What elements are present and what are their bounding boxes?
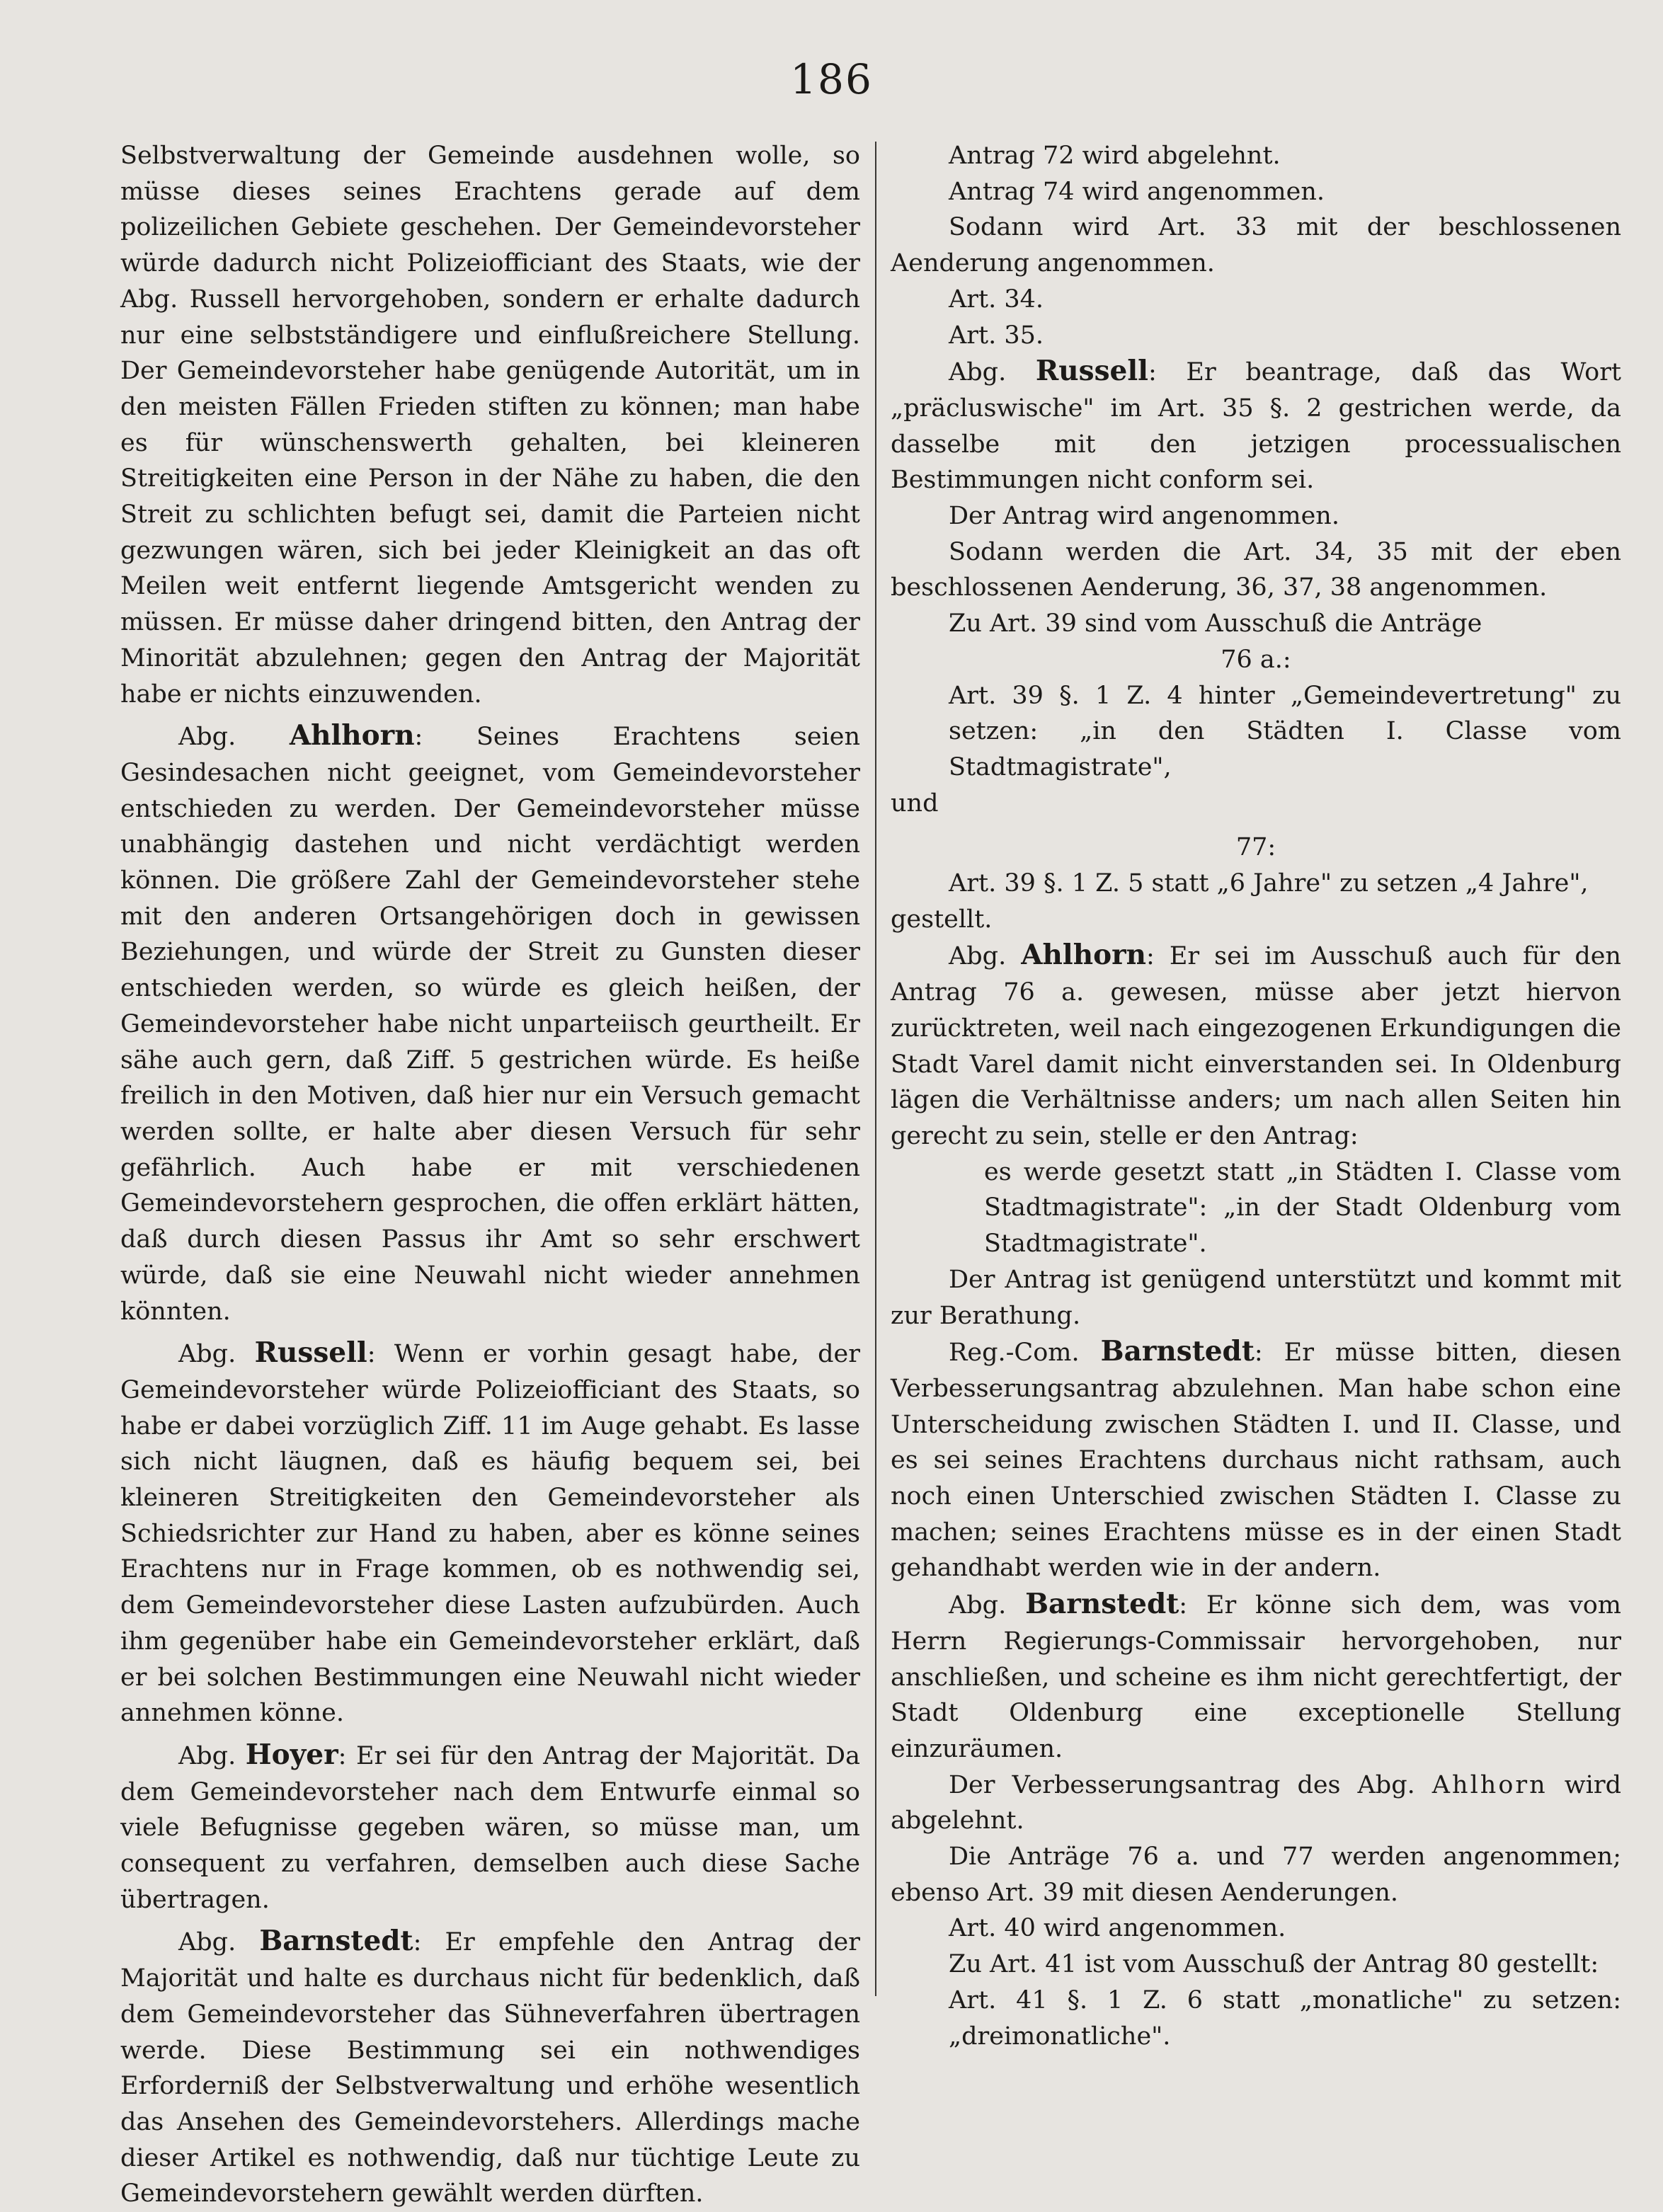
speaker-prefix: Abg.: [178, 1928, 236, 1957]
line: Sodann werden die Art. 34, 35 mit der eben beschlossenen Aenderung, 36, 37, 38 angenommen.: [891, 537, 1621, 602]
speech-text: : Seines Erachtens seien Gesindesachen nicht geeignet, vom Gemeindevorsteher entschieden zu werden. Der Gemeindevorsteher müsse unabhängig dastehen und nicht verdächtigt werden können. Die größere Zahl der Gemeindevorsteher stehe mit den anderen Ortsangehörigen doch in gewissen Beziehungen, und würde der Streit zu Gunsten dieser entschieden werden, so würde es gleich heißen, der Gemeindevorsteher habe nicht unparteiisch geurtheilt. Er sähe auch gern, daß Ziff. 5 gestrichen würde. Es heiße freilich in den Motiven, daß hier nur ein Versuch gemacht werden sollte, er halte aber diesen Versuch für sehr gefährlich. Auch habe er mit verschiedenen Gemeindevorstehern gesprochen, die offen erklärt hätten, daß durch diesen Passus ihr Amt so sehr erschwert würde, daß sie eine Neuwahl nicht wieder annehmen könnten.: [120, 723, 860, 1326]
speaker-prefix: Abg.: [178, 723, 236, 752]
line-part: Der Verbesserungsantrag des Abg.: [949, 1770, 1415, 1799]
speaker-prefix: Abg.: [949, 1591, 1007, 1620]
line: gestellt.: [891, 905, 993, 934]
speaker-prefix: Abg.: [178, 1340, 236, 1369]
line: Antrag 74 wird angenommen.: [949, 177, 1325, 206]
motion-label-76a: 76 a.:: [1221, 645, 1291, 674]
speaker-name: Barnstedt: [259, 1925, 413, 1958]
speech-ahlhorn: [120, 718, 860, 1329]
line: Sodann wird Art. 33 mit der beschlossenen Aenderung angenommen.: [891, 213, 1621, 278]
speech-ahlhorn: [891, 937, 1621, 1154]
left-column: [120, 138, 860, 2212]
speech-text: : Er müsse bitten, diesen Verbesserungsantrag abzulehnen. Man habe schon eine Unterscheidung zwischen Städten I. und II. Classe, und es sei seines Erachtens durchaus nicht rathsam, auch noch einen Unterschied zwischen Städten I. Classe zu machen; seines Erachtens müsse es in der einen Stadt gehandhabt werden wie in der andern.: [891, 1339, 1621, 1583]
line: Die Anträge 76 a. und 77 werden angenommen; ebenso Art. 39 mit diesen Aenderungen.: [891, 1843, 1621, 1907]
speech-russell: [891, 353, 1621, 498]
speech-text: : Er könne sich dem, was vom Herrn Regierungs-Commissair hervorgehoben, nur anschließen, und scheine es ihm nicht gerechtfertigt, der Stadt Oldenburg eine exceptionelle Stellung einzuräumen.: [891, 1591, 1621, 1763]
motion-text-77: Art. 39 §. 1 Z. 5 statt „6 Jahre" zu setzen „4 Jahre",: [949, 869, 1589, 898]
paragraph: Selbstverwaltung der Gemeinde ausdehnen wolle, so müsse dieses seines Erachtens gerade auf dem polizeilichen Gebiete geschehen. Der Gemeindevorsteher würde dadurch nicht Polizeiofficiant des Staats, wie der Abg. Russell hervorgehoben, sondern er erhalte dadurch nur eine selbstständigere und einflußreichere Stellung. Der Gemeindevorsteher habe genügende Autorität, um in den meisten Fällen Frieden stiften zu können; man habe es für wünschenswerth gehalten, bei kleineren Streitigkeiten eine Person in der Nähe zu haben, die den Streit zu schlichten befugt sei, damit die Parteien nicht gezwungen wären, sich bei jeder Kleinigkeit an das oft Meilen weit entfernt liegende Amtsgericht wenden zu müssen. Er müsse daher dringend bitten, den Antrag der Minorität abzulehnen; gegen den Antrag der Majorität habe er nichts einzuwenden.: [120, 142, 860, 709]
speech-hoyer: [120, 1737, 860, 1918]
speaker-name: Ahlhorn: [289, 719, 415, 752]
right-column: [891, 138, 1621, 2054]
speaker-name: Hoyer: [245, 1738, 338, 1771]
motion-label-77: 77:: [1235, 833, 1276, 862]
speaker-prefix: Reg.-Com.: [949, 1339, 1080, 1368]
column-divider: [875, 142, 876, 1996]
speaker-name: Barnstedt: [1100, 1335, 1255, 1368]
line: Zu Art. 39 sind vom Ausschuß die Anträge: [949, 609, 1482, 638]
speaker-name: Barnstedt: [1025, 1588, 1179, 1621]
line: Art. 40 wird angenommen.: [949, 1914, 1286, 1943]
speech-text: : Er beantrage, daß das Wort „präcluswische" im Art. 35 §. 2 gestrichen werde, da dasselbe mit den jetzigen processualischen Bestimmungen nicht conform sei.: [891, 358, 1621, 495]
speech-text: : Er sei im Ausschuß auch für den Antrag 76 a. gewesen, müsse aber jetzt hiervon zurücktreten, weil nach eingezogenen Erkundigungen die Stadt Varel damit nicht einverstanden sei. In Oldenburg lägen die Verhältnisse anders; um nach allen Seiten hin gerecht zu sein, stelle er den Antrag:: [891, 942, 1621, 1150]
line: Art. 34.: [949, 285, 1044, 314]
line-part: wird abgelehnt.: [891, 1770, 1621, 1835]
line: Der Antrag wird angenommen.: [949, 502, 1339, 531]
quoted-motion: es werde gesetzt statt „in Städten I. Classe vom Stadtmagistrate": „in der Stadt Oldenburg vom Stadtmagistrate".: [984, 1157, 1621, 1259]
speech-text: : Er sei für den Antrag der Majorität. Da dem Gemeindevorsteher nach dem Entwurfe einmal so viele Befugnisse gegeben wären, so müsse man, um consequent zu verfahren, demselben auch diese Sache übertragen.: [120, 1741, 860, 1914]
speech-barnstedt: [891, 1586, 1621, 1767]
line: Antrag 72 wird abgelehnt.: [949, 142, 1281, 170]
speech-text: : Er empfehle den Antrag der Majorität und halte es durchaus nicht für bedenklich, daß dem Gemeindevorsteher das Sühneverfahren übertragen werde. Diese Bestimmung sei ein nothwendiges Erforderniß der Selbstverwaltung und erhöhe wesentlich das Ansehen des Gemeindevorstehers. Allerdings mache dieser Artikel es nothwendig, daß nur tüchtige Leute zu Gemeindevorstehern gewählt werden dürften.: [120, 1928, 860, 2208]
line: Art. 35.: [949, 321, 1044, 350]
line: Zu Art. 41 ist vom Ausschuß der Antrag 80 gestellt:: [949, 1950, 1599, 1979]
speech-russell: [120, 1335, 860, 1731]
speaker-name: Russell: [254, 1336, 367, 1370]
motion-text-76a: Art. 39 §. 1 Z. 4 hinter „Gemeindevertretung" zu setzen: „in den Städten I. Classe vom Stadtmagistrate",: [949, 681, 1621, 781]
speech-barnstedt: [120, 1923, 860, 2212]
line: Der Antrag ist genügend unterstützt und kommt mit zur Berathung.: [891, 1265, 1621, 1330]
line: [891, 1767, 1621, 1839]
speaker-prefix: Abg.: [178, 1741, 236, 1770]
speaker-name: Russell: [1035, 355, 1148, 388]
page-number: 186: [790, 55, 873, 103]
member-name: Ahlhorn: [1431, 1770, 1548, 1799]
conjunction: und: [891, 789, 939, 818]
speech-regcom-barnstedt: [891, 1334, 1621, 1586]
speaker-prefix: Abg.: [949, 358, 1007, 387]
speaker-prefix: Abg.: [949, 942, 1007, 971]
motion-text-80: Art. 41 §. 1 Z. 6 statt „monatliche" zu setzen: „dreimonatliche".: [949, 1985, 1621, 2051]
speech-text: : Wenn er vorhin gesagt habe, der Gemeindevorsteher würde Polizeiofficiant des Staats, so habe er dabei vorzüglich Ziff. 11 im Auge gehabt. Es lasse sich nicht läugnen, daß es häufig bequem sei, bei kleineren Streitigkeiten den Gemeindevorsteher als Schiedsrichter zur Hand zu haben, aber es könne seines Erachtens nur in Frage kommen, ob es nothwendig sei, dem Gemeindevorsteher diese Lasten aufzubürden. Auch ihm gegenüber habe ein Gemeindevorsteher erklärt, daß er bei solchen Bestimmungen eine Neuwahl nicht wieder annehmen könne.: [120, 1340, 860, 1728]
speaker-name: Ahlhorn: [1021, 939, 1146, 972]
